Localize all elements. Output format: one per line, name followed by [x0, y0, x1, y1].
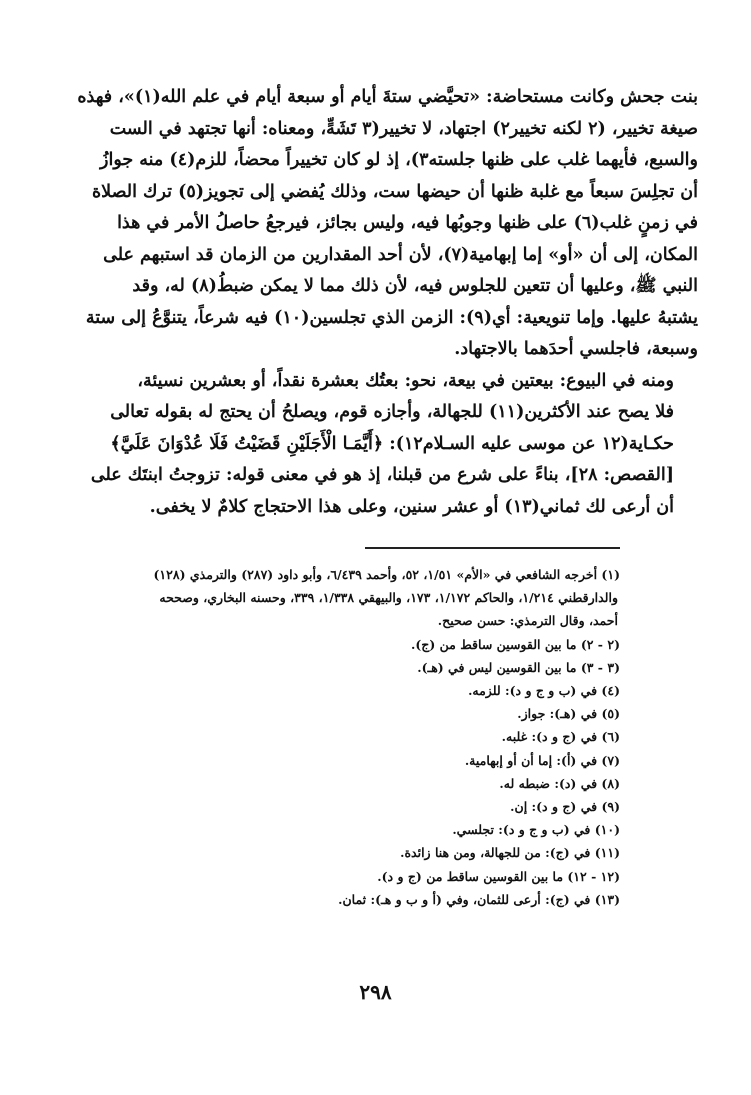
footnote-continuation: والدارقطني ١/٢١٤، والحاكم ١/١٧٢، ١٧٣، والبيهقي ١/٣٣٨، ٣٣٩، وحسنه البخاري، وصححه: [159, 590, 618, 606]
footnote: (٨) في (د): ضبطه له.: [499, 775, 620, 791]
footnote: (٤) في (ب و ج و د): للزمه.: [468, 683, 620, 699]
footnote: (١٠) في (ب و ج و د): تجلسي.: [452, 822, 620, 838]
footnote: (١) أخرجه الشافعي في «الأم» ١/٥١، ٥٢، وأحمد ٦/٤٣٩، وأبو داود (٢٨٧) والترمذي (١٢٨): [153, 567, 620, 582]
footnote: (٢ - ٢) ما بين القوسين ساقط من (ج).: [411, 636, 620, 652]
footnote: (١٣) في (ج): أرعى للثمان، وفي (أ و ب و هـ): ثمان.: [338, 891, 620, 907]
paragraph-2: [46, 366, 698, 524]
text-line: المكان، إلى أن «أو» إما إبهامية(٧)، لأن أحد المقدارين من الزمان قد استبهم على: [103, 244, 698, 265]
footnote-continuation: أحمد، وقال الترمذي: حسن صحيح.: [437, 613, 618, 629]
text-line: فلا يصح عند الأكثرين(١١) للجهالة، وأجازه قوم، ويصلحُ أن يحتج له بقوله تعالى: [110, 402, 674, 422]
text-line: النبي ﷺ، وعليها أن تتعين للجلوس فيه، لأن ذلك مما لا يمكن ضبطُ(٨) له، وقد: [132, 276, 698, 296]
text-line: [القصص: ٢٨]، بناءً على شرع من قبلنا، إذ هو في معنى قوله: تزوجتُ ابنتَك على: [90, 465, 674, 485]
footnote: (١٢ - ١٢) ما بين القوسين ساقط من (ج و د).: [377, 868, 620, 884]
text-line: بنت جحش وكانت مستحاضة: «تحيَّضي ستةَ أيام أو سبعة أيام في علم الله(١)»، فهذه: [77, 87, 698, 107]
footnote: (٦) في (ج و د): غلبه.: [501, 729, 620, 745]
text-line: يشتبهُ عليها. وإما تنويعية: أي(٩): الزمن الذي تجلسين(١٠) فيه شرعاً، يتنوَّعُ إلى ستة: [85, 307, 698, 328]
text-line: أن تجلِسَ سبعاً مع غلبة ظنها أن حيضها ست، وذلك يُفضي إلى تجويز(٥) ترك الصلاة: [91, 181, 698, 202]
footnote: (٣ - ٣) ما بين القوسين ليس في (هـ).: [417, 659, 620, 675]
text-line: حكـاية(١٢ عن موسى عليه السـلام١٢): ﴿أَيَّمَـا الْأَجَلَيْنِ قَضَيْتُ فَلَا عُدْوَانَ عَلَيَّ﴾: [110, 433, 674, 454]
paragraph-1: [46, 82, 698, 366]
text-line: أن أرعى لك ثماني(١٣) أو عشر سنين، وعلى هذا الاحتجاج كلامٌ لا يخفى.: [149, 496, 674, 517]
footnote: (٥) في (هـ): جواز.: [517, 706, 620, 722]
footnote: (٩) في (ج و د): إن.: [510, 799, 620, 815]
page-number: ٢٩٨: [359, 980, 392, 1004]
footnote: (١١) في (ج): من للجهالة، ومن هنا زائدة.: [400, 845, 620, 861]
footnote: (٧) في (أ): إما أن أو إبهامية.: [464, 752, 620, 768]
text-line: في زمنٍ غلب(٦) على ظنها وجوبُها فيه، وليس بجائز، فيرجعُ حاصلُ الأمر في هذا: [117, 213, 698, 233]
footnotes: [80, 563, 620, 911]
text-line: والسبع، فأيهما غلب على ظنها جلسته٣)، إذ لو كان تخييراً محضاً، للزم(٤) منه جوازُ: [100, 150, 698, 170]
text-line: صيغة تخيير، (٢ لكنه تخيير٢) اجتهاد، لا تخيير(٣ تَشَهٍّ، ومعناه: أنها تجتهد في الست: [109, 118, 698, 139]
footnote-separator: [365, 547, 620, 549]
text-line: وسبعة، فاجلسي أحدَهما بالاجتهاد.: [454, 339, 698, 359]
text-line: ومنه في البيوع: بيعتين في بيعة، نحو: بعتُك بعشرة نقداً، أو بعشرين نسيئة،: [137, 370, 674, 391]
main-text: [46, 82, 698, 523]
